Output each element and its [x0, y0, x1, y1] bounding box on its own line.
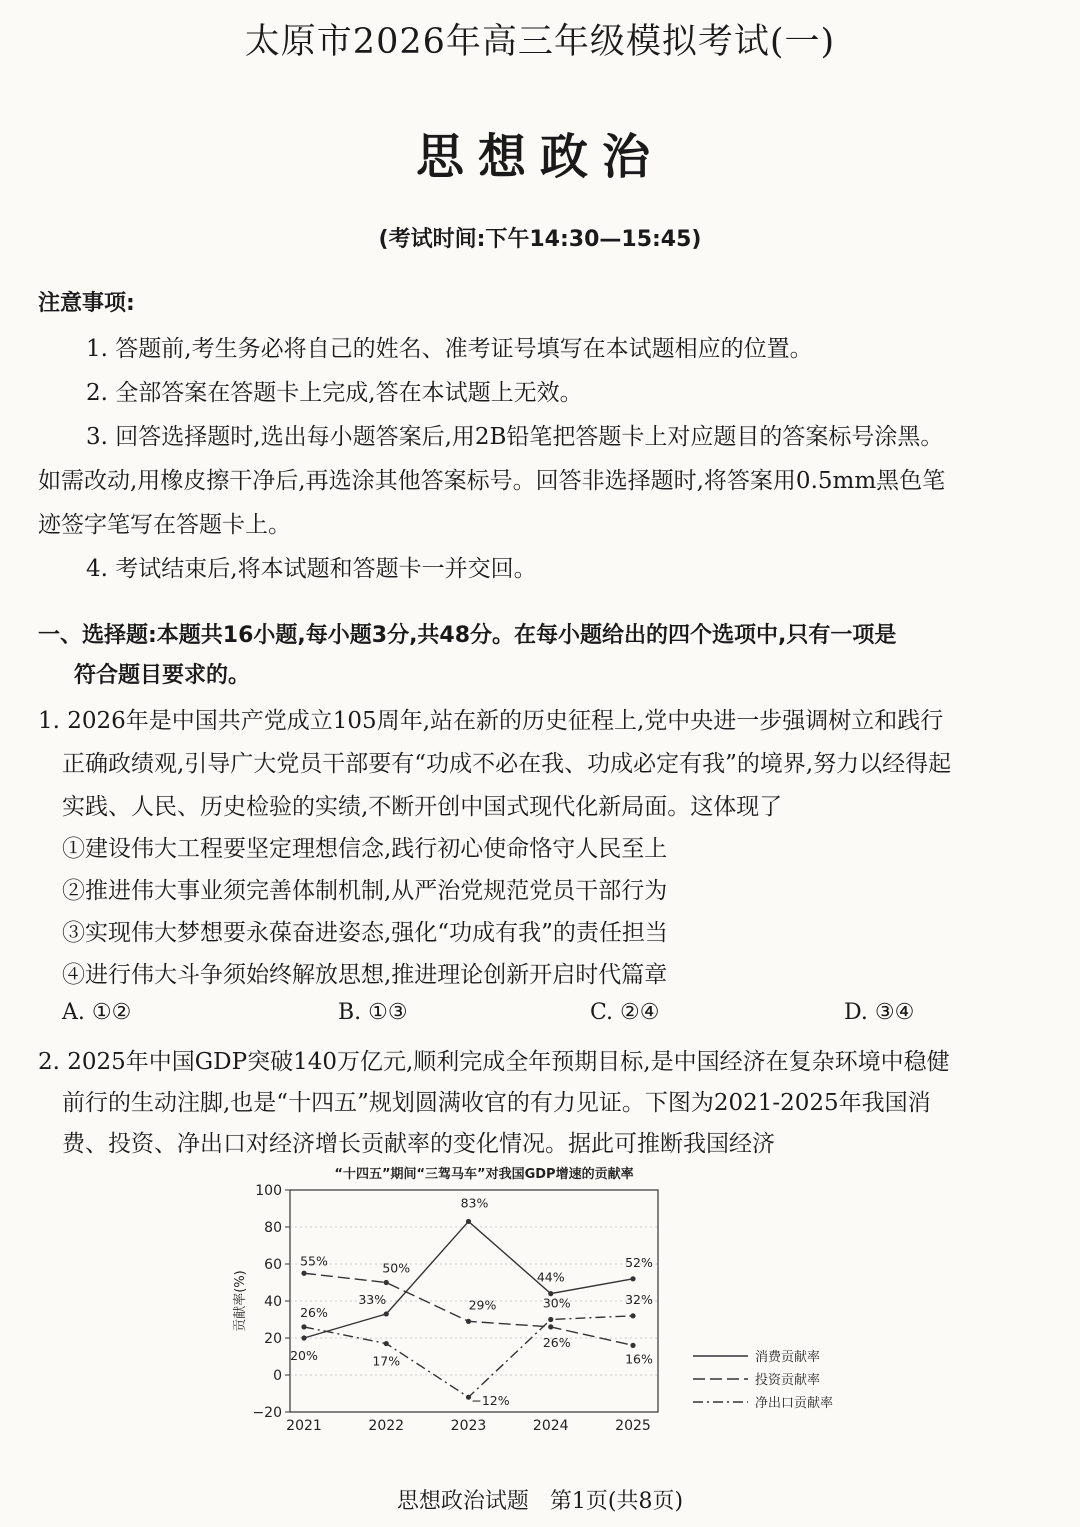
data-label: 17% [372, 1353, 401, 1369]
y-tick-label: 60 [264, 1257, 282, 1273]
data-point [466, 1319, 471, 1324]
data-point [301, 1271, 306, 1276]
data-point [630, 1343, 635, 1348]
data-label: 83% [460, 1195, 489, 1211]
chart-svg [228, 1162, 858, 1440]
legend-label: 消费贡献率 [755, 1350, 821, 1365]
data-label: 32% [625, 1291, 653, 1307]
x-tick-label: 2024 [532, 1418, 569, 1434]
data-point [466, 1219, 471, 1224]
page-footer: 思想政治试题 第1页(共8页) [396, 1489, 684, 1514]
x-tick-label: 2025 [615, 1418, 651, 1434]
data-label: 26% [300, 1304, 328, 1320]
data-label: 52% [625, 1254, 653, 1270]
section1-heading: 一、选择题:本题共16小题,每小题3分,共48分。在每小题给出的四个选项中,只有一项是 [38, 623, 897, 648]
x-tick-label: 2022 [368, 1418, 405, 1434]
y-tick-label: 20 [264, 1331, 282, 1347]
data-label: 20% [290, 1348, 318, 1363]
data-point [630, 1313, 635, 1318]
data-label: 26% [542, 1334, 571, 1350]
y-tick-label: 80 [264, 1220, 282, 1236]
subject-title: 思想政治 [415, 129, 664, 185]
section1-heading-cont: 符合题目要求的。 [74, 663, 251, 688]
data-point [384, 1280, 389, 1285]
data-label: 16% [625, 1351, 653, 1367]
q1-option-b: B. ①③ [338, 1000, 408, 1025]
legend-label: 投资贡献率 [755, 1373, 821, 1388]
q1-option-d: D. ③④ [844, 1000, 915, 1025]
notice-item-3-cont2: 迹签字笔写在答题卡上。 [38, 512, 291, 538]
data-label: 50% [382, 1260, 411, 1276]
data-point [301, 1324, 306, 1329]
data-label: 44% [536, 1269, 565, 1285]
q1-statement-4: ④进行伟大斗争须始终解放思想,推进理论创新开启时代篇章 [62, 962, 668, 988]
contribution-chart [228, 1162, 858, 1440]
data-point [548, 1324, 553, 1329]
legend-label: 净出口贡献率 [755, 1396, 834, 1411]
q1-stem-line2: 正确政绩观,引导广大党员干部要有“功成不必在我、功成必定有我”的境界,努力以经得起 [62, 751, 952, 777]
notice-item-3: 3. 回答选择题时,选出每小题答案后,用2B铅笔把答题卡上对应题目的答案标号涂黑。 [86, 424, 944, 450]
q1-statement-3: ③实现伟大梦想要永葆奋进姿态,强化“功成有我”的责任担当 [62, 920, 668, 946]
notice-item-2: 2. 全部答案在答题卡上完成,答在本试题上无效。 [86, 380, 583, 406]
data-label: 30% [542, 1295, 571, 1311]
q1-option-c: C. ②④ [590, 1000, 660, 1025]
y-tick-label: 0 [273, 1368, 282, 1384]
q1-stem-line1: 1. 2026年是中国共产党成立105周年,站在新的历史征程上,党中央进一步强调树立和践行 [38, 708, 944, 734]
data-label: 33% [358, 1291, 387, 1307]
data-point [384, 1311, 389, 1316]
q1-option-a: A. ①② [62, 1000, 132, 1025]
series-line-3 [304, 1316, 633, 1397]
notice-item-4: 4. 考试结束后,将本试题和答题卡一并交回。 [86, 556, 537, 582]
notice-item-1: 1. 答题前,考生务必将自己的姓名、准考证号填写在本试题相应的位置。 [86, 336, 813, 362]
data-point [384, 1341, 389, 1346]
data-point [301, 1335, 306, 1340]
x-tick-label: 2023 [450, 1418, 487, 1434]
data-label: −12% [471, 1393, 510, 1409]
q2-stem-line1: 2. 2025年中国GDP突破140万亿元,顺利完成全年预期目标,是中国经济在复杂环境中稳健 [38, 1049, 950, 1075]
y-tick-label: 100 [255, 1183, 282, 1199]
exam-title: 太原市2026年高三年级模拟考试(一) [244, 22, 836, 62]
q1-statement-2: ②推进伟大事业须完善体制机制,从严治党规范党员干部行为 [62, 878, 668, 904]
data-label: 29% [468, 1297, 497, 1313]
q2-stem-line3: 费、投资、净出口对经济增长贡献率的变化情况。据此可推断我国经济 [62, 1131, 775, 1157]
q2-stem-line2: 前行的生动注脚,也是“十四五”规划圆满收官的有力见证。下图为2021-2025年我国消 [62, 1090, 931, 1116]
q1-stem-line3: 实践、人民、历史检验的实绩,不断开创中国式现代化新局面。这体现了 [62, 794, 783, 820]
q1-statement-1: ①建设伟大工程要坚定理想信念,践行初心使命恪守人民至上 [62, 836, 668, 862]
notice-heading: 注意事项: [38, 291, 135, 316]
data-label: 55% [300, 1253, 328, 1269]
data-point [548, 1317, 553, 1322]
data-point [466, 1395, 471, 1400]
notice-item-3-cont: 如需改动,用橡皮擦干净后,再选涂其他答案标号。回答非选择题时,将答案用0.5mm黑色笔 [38, 468, 946, 494]
y-tick-label: 40 [264, 1294, 282, 1310]
y-tick-label: −20 [252, 1405, 282, 1421]
chart-title: “十四五”期间“三驾马车”对我国GDP增速的贡献率 [334, 1167, 634, 1182]
x-tick-label: 2021 [286, 1418, 322, 1434]
data-point [630, 1276, 635, 1281]
exam-time: (考试时间:下午14:30—15:45) [378, 227, 702, 252]
y-axis-label: 贡献率(%) [233, 1270, 248, 1332]
